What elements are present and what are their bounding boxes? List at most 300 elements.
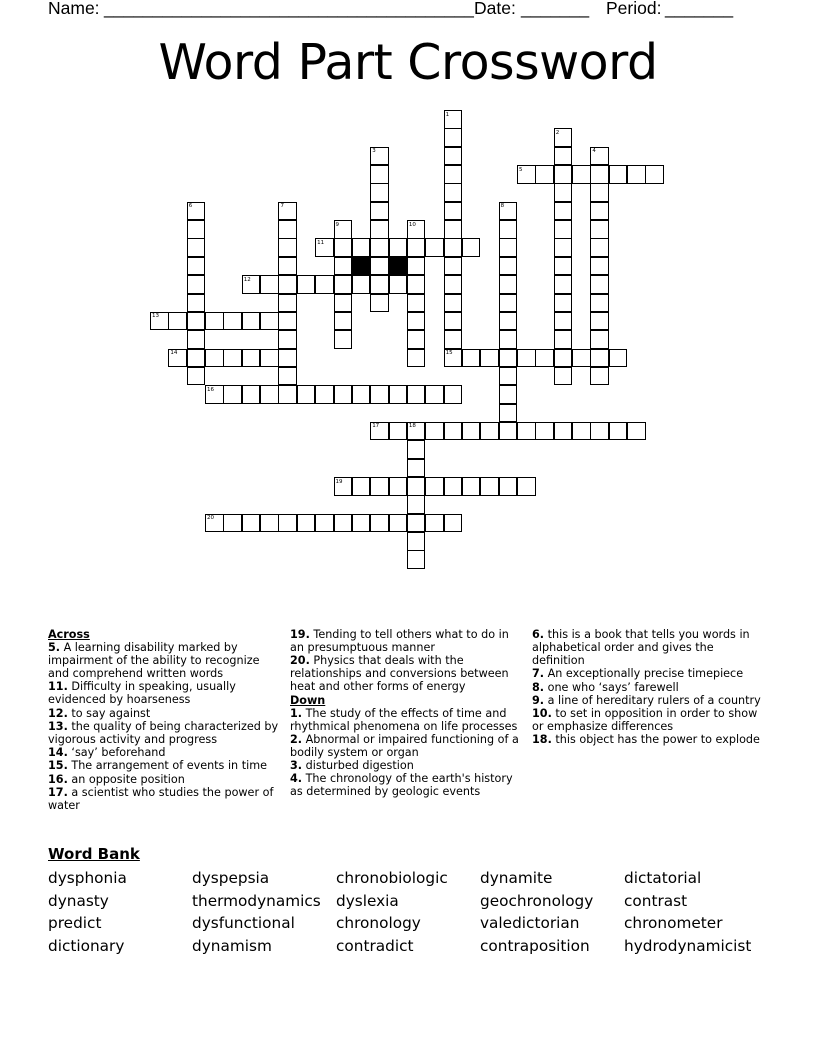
letter-cell[interactable] [278,275,297,294]
letter-cell[interactable] [389,514,408,533]
letter-cell[interactable] [187,202,206,221]
letter-cell[interactable] [407,495,426,514]
clue-text: to set in opposition in order to show or emphasize differences [532,707,758,734]
letter-cell[interactable] [278,514,297,533]
letter-cell[interactable] [462,477,481,496]
letter-cell[interactable] [554,238,573,257]
clue-text: this is a book that tells you words in alphabetical order and gives the definition [532,628,750,667]
clue-number-label: 2. [290,732,303,746]
letter-cell[interactable] [499,202,518,221]
letter-cell[interactable] [444,294,463,313]
letter-cell[interactable] [554,349,573,368]
clue-number: 11 [317,239,325,246]
letter-cell[interactable] [187,220,206,239]
clue-number: 8 [500,203,505,210]
letter-cell[interactable] [444,514,463,533]
letter-cell[interactable] [297,385,316,404]
letter-cell[interactable] [444,330,463,349]
letter-cell[interactable] [278,385,297,404]
clue-number: 19 [335,478,343,485]
letter-cell[interactable] [187,294,206,313]
letter-cell[interactable] [517,422,536,441]
clue-text: a scientist who studies the power of water [48,786,274,813]
letter-cell[interactable] [590,294,609,313]
clue [48,707,280,720]
letter-cell[interactable] [407,275,426,294]
letter-cell[interactable] [389,477,408,496]
clue [532,628,762,667]
letter-cell[interactable] [554,128,573,147]
letter-cell[interactable] [407,532,426,551]
clue-number: 15 [445,350,453,357]
letter-cell[interactable] [352,514,371,533]
letter-cell[interactable] [480,422,499,441]
letter-cell[interactable] [554,257,573,276]
letter-cell[interactable] [444,349,463,368]
letter-cell[interactable] [260,385,279,404]
letter-cell[interactable] [554,294,573,313]
word-bank-word: valedictorian [480,914,580,933]
clue-text: A learning disability marked by impairment of the ability to recognize and comprehend written words [48,641,260,680]
letter-cell[interactable] [425,477,444,496]
clue-number-label: 20. [290,654,310,668]
clue [290,654,526,693]
letter-cell[interactable] [627,165,646,184]
clue-number: 10 [408,221,416,228]
letter-cell[interactable] [499,477,518,496]
across-clue-list-continued [290,628,526,693]
word-bank-word: predict [48,914,102,933]
letter-cell[interactable] [315,514,334,533]
letter-cell[interactable] [242,514,261,533]
across-clues-column [48,628,280,812]
letter-cell[interactable] [462,349,481,368]
letter-cell[interactable] [499,404,518,423]
letter-cell[interactable] [315,238,334,257]
clue-number-label: 12. [48,706,68,720]
letter-cell[interactable] [278,312,297,331]
letter-cell[interactable] [499,367,518,386]
letter-cell[interactable] [572,422,591,441]
clue [532,667,762,680]
letter-cell[interactable] [315,275,334,294]
letter-cell[interactable] [554,367,573,386]
letter-cell[interactable] [554,422,573,441]
letter-cell[interactable] [499,422,518,441]
letter-cell[interactable] [425,238,444,257]
clue-number: 13 [152,313,159,320]
clue [290,759,526,772]
clue-text: An exceptionally precise timepiece [544,667,744,681]
clue-number: 7 [280,203,284,210]
letter-cell[interactable] [499,220,518,239]
letter-cell[interactable] [554,312,573,331]
clue-text: Abnormal or impaired functioning of a bodily system or organ [290,732,519,759]
letter-cell[interactable] [554,147,573,166]
letter-cell[interactable] [370,183,389,202]
letter-cell[interactable] [517,477,536,496]
letter-cell[interactable] [535,422,554,441]
letter-cell[interactable] [352,238,371,257]
clue-number-label: 6. [532,628,545,641]
letter-cell[interactable] [462,238,481,257]
clue-number-label: 11. [48,680,68,694]
letter-cell[interactable] [535,165,554,184]
letter-cell[interactable] [554,202,573,221]
letter-cell[interactable] [425,514,444,533]
letter-cell[interactable] [609,165,628,184]
letter-cell[interactable] [334,238,353,257]
down-clue-list-continued [532,628,762,746]
clue [532,694,762,707]
clue [48,720,280,746]
clue-number: 6 [188,203,193,210]
clue-number: 5 [519,166,523,173]
letter-cell[interactable] [554,275,573,294]
word-bank-word: thermodynamics [192,891,321,910]
letter-cell[interactable] [370,385,389,404]
letter-cell[interactable] [444,257,463,276]
letter-cell[interactable] [590,275,609,294]
letter-cell[interactable] [554,220,573,239]
clue-number: 20 [207,515,215,522]
letter-cell[interactable] [554,183,573,202]
letter-cell[interactable] [389,422,408,441]
clue [290,707,526,733]
letter-cell[interactable] [223,349,242,368]
letter-cell[interactable] [242,275,261,294]
letter-cell[interactable] [297,514,316,533]
clue-text: one who ‘says’ farewell [544,680,679,694]
name-label: Name: [48,0,100,18]
letter-cell[interactable] [242,385,261,404]
letter-cell[interactable] [334,220,353,239]
letter-cell[interactable] [444,147,463,166]
letter-cell[interactable] [187,330,206,349]
letter-cell[interactable] [590,147,609,166]
letter-cell[interactable] [187,275,206,294]
letter-cell[interactable] [389,275,408,294]
letter-cell[interactable] [590,238,609,257]
letter-cell[interactable] [407,422,426,441]
clue-text: a line of hereditary rulers of a country [544,693,761,707]
word-bank-word: dyslexia [336,891,399,910]
letter-cell[interactable] [370,220,389,239]
letter-cell[interactable] [297,275,316,294]
letter-cell[interactable] [444,220,463,239]
word-bank-word: dynamism [192,936,272,955]
clue-text: ‘say’ beforehand [67,746,166,760]
letter-cell[interactable] [370,257,389,276]
letter-cell[interactable] [278,349,297,368]
word-bank [48,867,788,957]
letter-cell[interactable] [278,330,297,349]
letter-cell[interactable] [590,183,609,202]
letter-cell[interactable] [242,312,261,331]
letter-cell[interactable] [590,202,609,221]
letter-cell[interactable] [168,312,187,331]
name-blank[interactable]: ______________________________________ [104,0,474,18]
letter-cell[interactable] [334,257,353,276]
clue-text: The study of the effects of time and rhythmical phenomena on life processes [290,706,518,733]
clue [290,772,526,798]
clue-text: to say against [67,706,151,720]
letter-cell[interactable] [187,312,206,331]
clue-number: 9 [335,221,339,228]
letter-cell[interactable] [499,349,518,368]
clue [48,746,280,759]
clue-number-label: 7. [532,667,545,681]
clue-number: 1 [445,111,450,118]
letter-cell[interactable] [334,330,353,349]
clue-number-label: 17. [48,786,68,800]
letter-cell[interactable] [425,422,444,441]
word-bank-word: contrast [624,891,688,910]
letter-cell[interactable] [334,385,353,404]
down-heading: Down [290,693,326,707]
letter-cell[interactable] [407,477,426,496]
clue-number: 16 [207,386,215,393]
letter-cell[interactable] [407,440,426,459]
letter-cell[interactable] [517,165,536,184]
letter-cell[interactable] [334,514,353,533]
clue-text: The chronology of the earth's history as determined by geologic events [290,772,513,799]
page-title: Word Part Crossword [158,34,658,91]
letter-cell[interactable] [444,238,463,257]
word-bank-word: contraposition [480,936,590,955]
letter-cell[interactable] [407,238,426,257]
down-clues-column [532,628,762,747]
letter-cell[interactable] [260,349,279,368]
letter-cell[interactable] [517,349,536,368]
letter-cell[interactable] [260,312,279,331]
letter-cell[interactable] [370,514,389,533]
letter-cell[interactable] [407,385,426,404]
letter-cell[interactable] [278,220,297,239]
letter-cell[interactable] [407,514,426,533]
letter-cell[interactable] [205,312,224,331]
letter-cell[interactable] [645,165,664,184]
letter-cell[interactable] [370,202,389,221]
letter-cell[interactable] [352,275,371,294]
clue-text: Physics that deals with the relationships and conversions between heat and other forms of energy [290,654,509,694]
letter-cell[interactable] [444,202,463,221]
letter-cell[interactable] [499,275,518,294]
letter-cell[interactable] [278,238,297,257]
clue-number: 4 [592,148,596,155]
clue-number-label: 19. [290,628,310,641]
word-bank-word: dictionary [48,936,125,955]
clue-number: 17 [372,423,380,430]
letter-cell[interactable] [205,385,224,404]
word-bank-word: chronometer [624,914,723,933]
letter-cell[interactable] [370,165,389,184]
clue-text: an opposite position [67,772,185,786]
letter-cell[interactable] [554,330,573,349]
clue [48,786,280,812]
clue [48,773,280,786]
clue-number: 14 [170,350,178,357]
clue-text: the quality of being characterized by vigorous activity and progress [48,719,279,746]
period-blank[interactable]: _______ [665,0,734,18]
letter-cell[interactable] [407,330,426,349]
date-blank[interactable]: _______ [521,0,590,18]
letter-cell[interactable] [444,477,463,496]
letter-cell[interactable] [370,147,389,166]
letter-cell[interactable] [499,294,518,313]
clue-number: 18 [408,423,416,430]
clue [290,733,526,759]
letter-cell[interactable] [627,422,646,441]
word-bank-word: dysphonia [48,869,127,887]
letter-cell[interactable] [499,330,518,349]
letter-cell[interactable] [609,349,628,368]
clue-number-label: 3. [290,759,303,773]
letter-cell[interactable] [407,459,426,478]
clue-number-label: 18. [532,733,552,747]
date-label: Date: [474,0,516,18]
clue [48,680,280,706]
letter-cell[interactable] [187,238,206,257]
letter-cell[interactable] [389,238,408,257]
letter-cell[interactable] [590,257,609,276]
letter-cell[interactable] [278,294,297,313]
letter-cell[interactable] [554,165,573,184]
letter-cell[interactable] [205,514,224,533]
clue [48,641,280,680]
letter-cell[interactable] [334,294,353,313]
letter-cell[interactable] [278,367,297,386]
letter-cell[interactable] [260,275,279,294]
letter-cell[interactable] [389,385,408,404]
letter-cell[interactable] [407,349,426,368]
letter-cell[interactable] [444,110,463,129]
across-heading: Across [48,628,90,641]
letter-cell[interactable] [407,220,426,239]
letter-cell[interactable] [425,385,444,404]
letter-cell[interactable] [370,294,389,313]
letter-cell[interactable] [352,477,371,496]
letter-cell[interactable] [205,349,224,368]
clue-number-label: 9. [532,693,545,707]
clue-number-label: 4. [290,772,303,786]
letter-cell[interactable] [590,349,609,368]
letter-cell[interactable] [590,330,609,349]
letter-cell[interactable] [444,275,463,294]
letter-cell[interactable] [407,257,426,276]
letter-cell[interactable] [370,422,389,441]
clue-number: 3 [372,148,376,155]
letter-cell[interactable] [260,514,279,533]
letter-cell[interactable] [444,128,463,147]
word-bank-word: contradict [336,936,414,955]
letter-cell[interactable] [334,312,353,331]
clue [532,681,762,694]
word-bank-word: hydrodynamicist [624,936,752,955]
letter-cell[interactable] [150,312,169,331]
letter-cell[interactable] [462,422,481,441]
letter-cell[interactable] [407,312,426,331]
clue-number-label: 13. [48,719,68,733]
letter-cell[interactable] [407,294,426,313]
letter-cell[interactable] [590,367,609,386]
letter-cell[interactable] [499,257,518,276]
clue [532,733,762,746]
letter-cell[interactable] [278,202,297,221]
down-clue-list [290,707,526,799]
letter-cell[interactable] [444,385,463,404]
clues-column-middle [290,628,526,799]
period-label: Period: [606,0,662,18]
letter-cell[interactable] [499,238,518,257]
word-bank-word: chronobiologic [336,869,448,887]
letter-cell[interactable] [480,349,499,368]
clue-number: 2 [555,129,560,136]
letter-cell[interactable] [187,349,206,368]
letter-cell[interactable] [407,550,426,569]
letter-cell[interactable] [609,422,628,441]
letter-cell[interactable] [370,238,389,257]
letter-cell[interactable] [370,477,389,496]
letter-cell[interactable] [223,514,242,533]
letter-cell[interactable] [572,349,591,368]
letter-cell[interactable] [590,165,609,184]
word-bank-title: Word Bank [48,845,140,863]
letter-cell[interactable] [187,367,206,386]
letter-cell[interactable] [278,257,297,276]
letter-cell[interactable] [572,165,591,184]
black-cell [352,257,371,276]
word-bank-word: dictatorial [624,869,702,887]
letter-cell[interactable] [334,477,353,496]
letter-cell[interactable] [590,422,609,441]
letter-cell[interactable] [499,385,518,404]
letter-cell[interactable] [444,312,463,331]
clue [290,628,526,654]
letter-cell[interactable] [590,220,609,239]
clue-number-label: 16. [48,772,68,786]
letter-cell[interactable] [444,183,463,202]
letter-cell[interactable] [168,349,187,368]
letter-cell[interactable] [444,422,463,441]
clue-number-label: 1. [290,706,303,720]
black-cell [389,257,408,276]
letter-cell[interactable] [223,385,242,404]
clue-number-label: 5. [48,641,61,654]
word-bank-word: dyspepsia [192,869,270,887]
clue-text: The arrangement of events in time [67,759,267,773]
letter-cell[interactable] [370,275,389,294]
letter-cell[interactable] [590,312,609,331]
clue [532,707,762,733]
word-bank-word: dynamite [480,869,553,887]
letter-cell[interactable] [352,385,371,404]
clue-text: this object has the power to explode [551,733,760,747]
letter-cell[interactable] [480,477,499,496]
letter-cell[interactable] [499,312,518,331]
clue-number-label: 8. [532,680,545,694]
clue-text: disturbed digestion [302,759,414,773]
letter-cell[interactable] [223,312,242,331]
letter-cell[interactable] [187,257,206,276]
letter-cell[interactable] [242,349,261,368]
letter-cell[interactable] [444,165,463,184]
letter-cell[interactable] [315,385,334,404]
clue-text: Difficulty in speaking, usually evidenced by hoarseness [48,680,236,707]
letter-cell[interactable] [535,349,554,368]
word-bank-word: dynasty [48,891,109,910]
letter-cell[interactable] [334,275,353,294]
